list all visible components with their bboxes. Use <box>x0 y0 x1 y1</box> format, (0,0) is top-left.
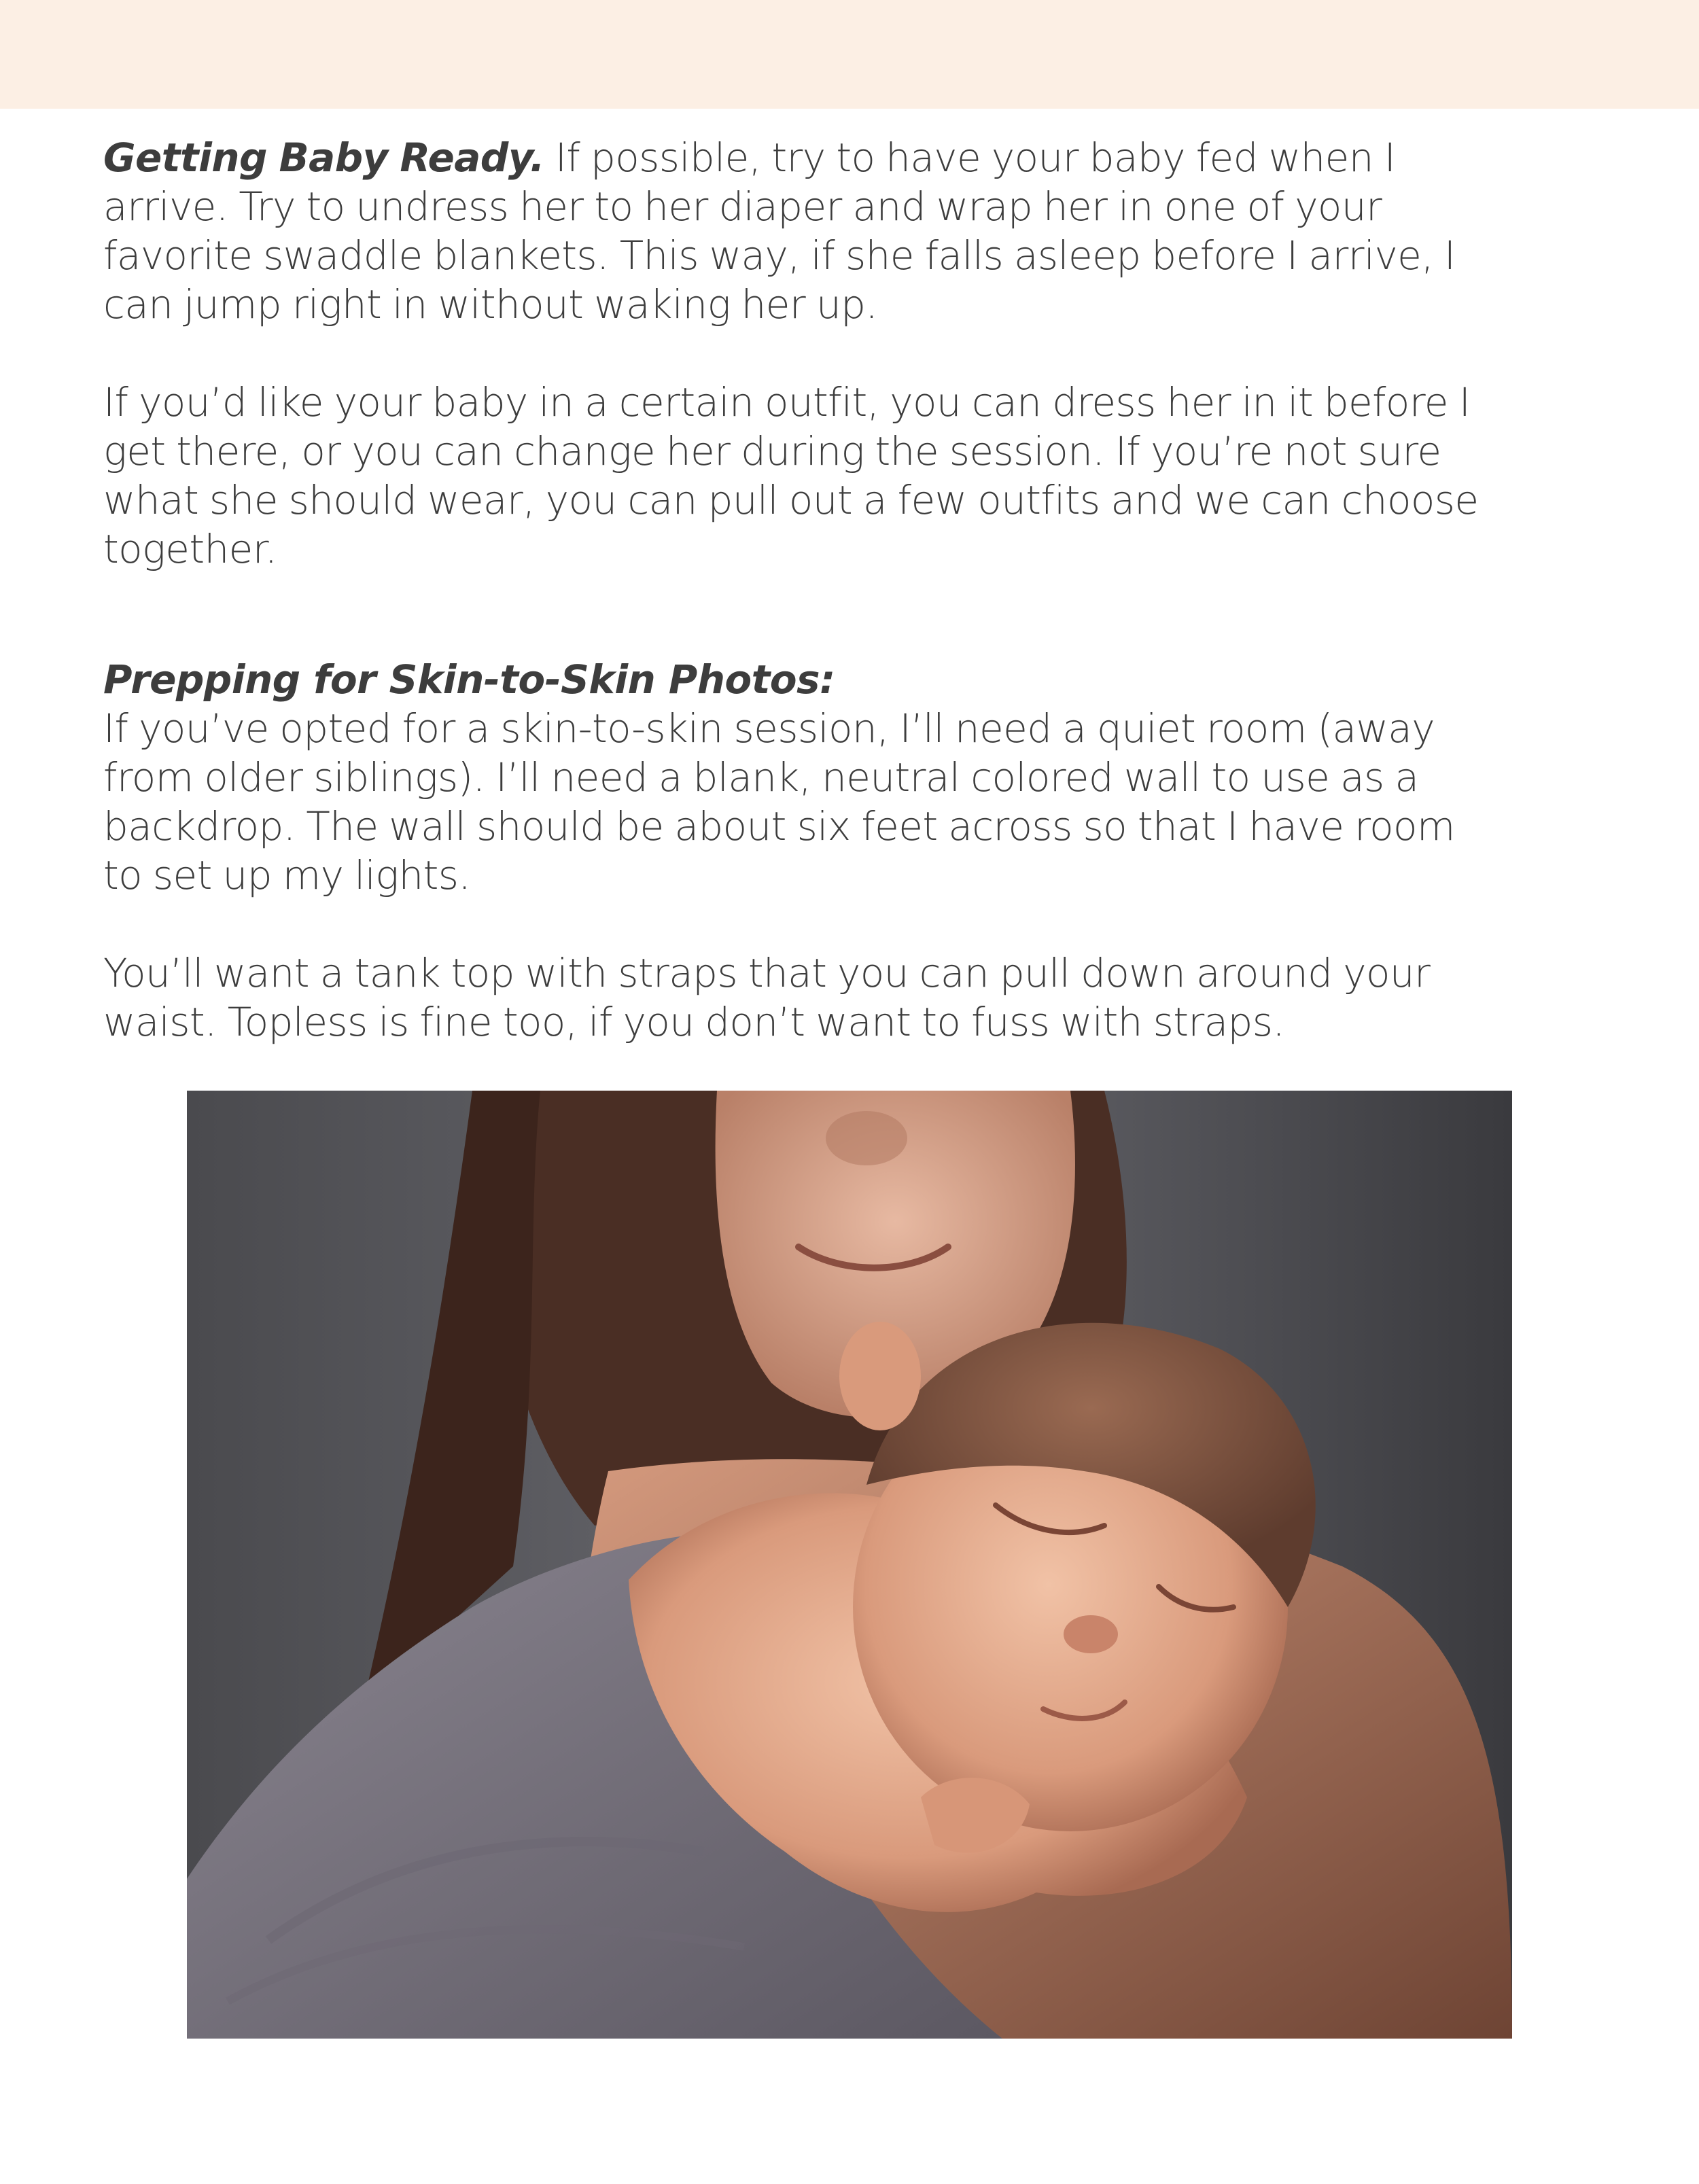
mother-and-newborn-photo <box>187 1091 1512 2039</box>
getting-baby-ready-paragraph <box>103 133 1503 329</box>
document-body <box>103 133 1503 1046</box>
getting-baby-ready-text: If possible, try to have your baby fed when I arrive. Try to undress her to her diaper and wrap her in one of your favorite swaddle blankets. This way, if she falls asleep before I arrive, I can jump right in without waking her up. <box>103 135 1456 328</box>
getting-baby-ready-heading: Getting Baby Ready. <box>103 135 545 181</box>
skin-to-skin-paragraph: If you’ve opted for a skin-to-skin session, I’ll need a quiet room (away from older siblings). I’ll need a blank, neutral colored wall to use as a backdrop. The wall should be about six feet across so that I have room to set up my lights. <box>103 705 1455 898</box>
outfit-paragraph: If you’d like your baby in a certain outfit, you can dress her in it before I get there, or you can change her during the session. If you’re not sure what she should wear, you can pull out a few outfits and we can choose together. <box>103 379 1479 572</box>
top-band <box>0 0 1699 109</box>
skin-to-skin-heading: Prepping for Skin-to-Skin Photos: <box>103 656 835 703</box>
tank-top-paragraph: You’ll want a tank top with straps that you can pull down around your waist. Topless is fine too, if you don’t want to fuss with straps. <box>103 950 1431 1045</box>
